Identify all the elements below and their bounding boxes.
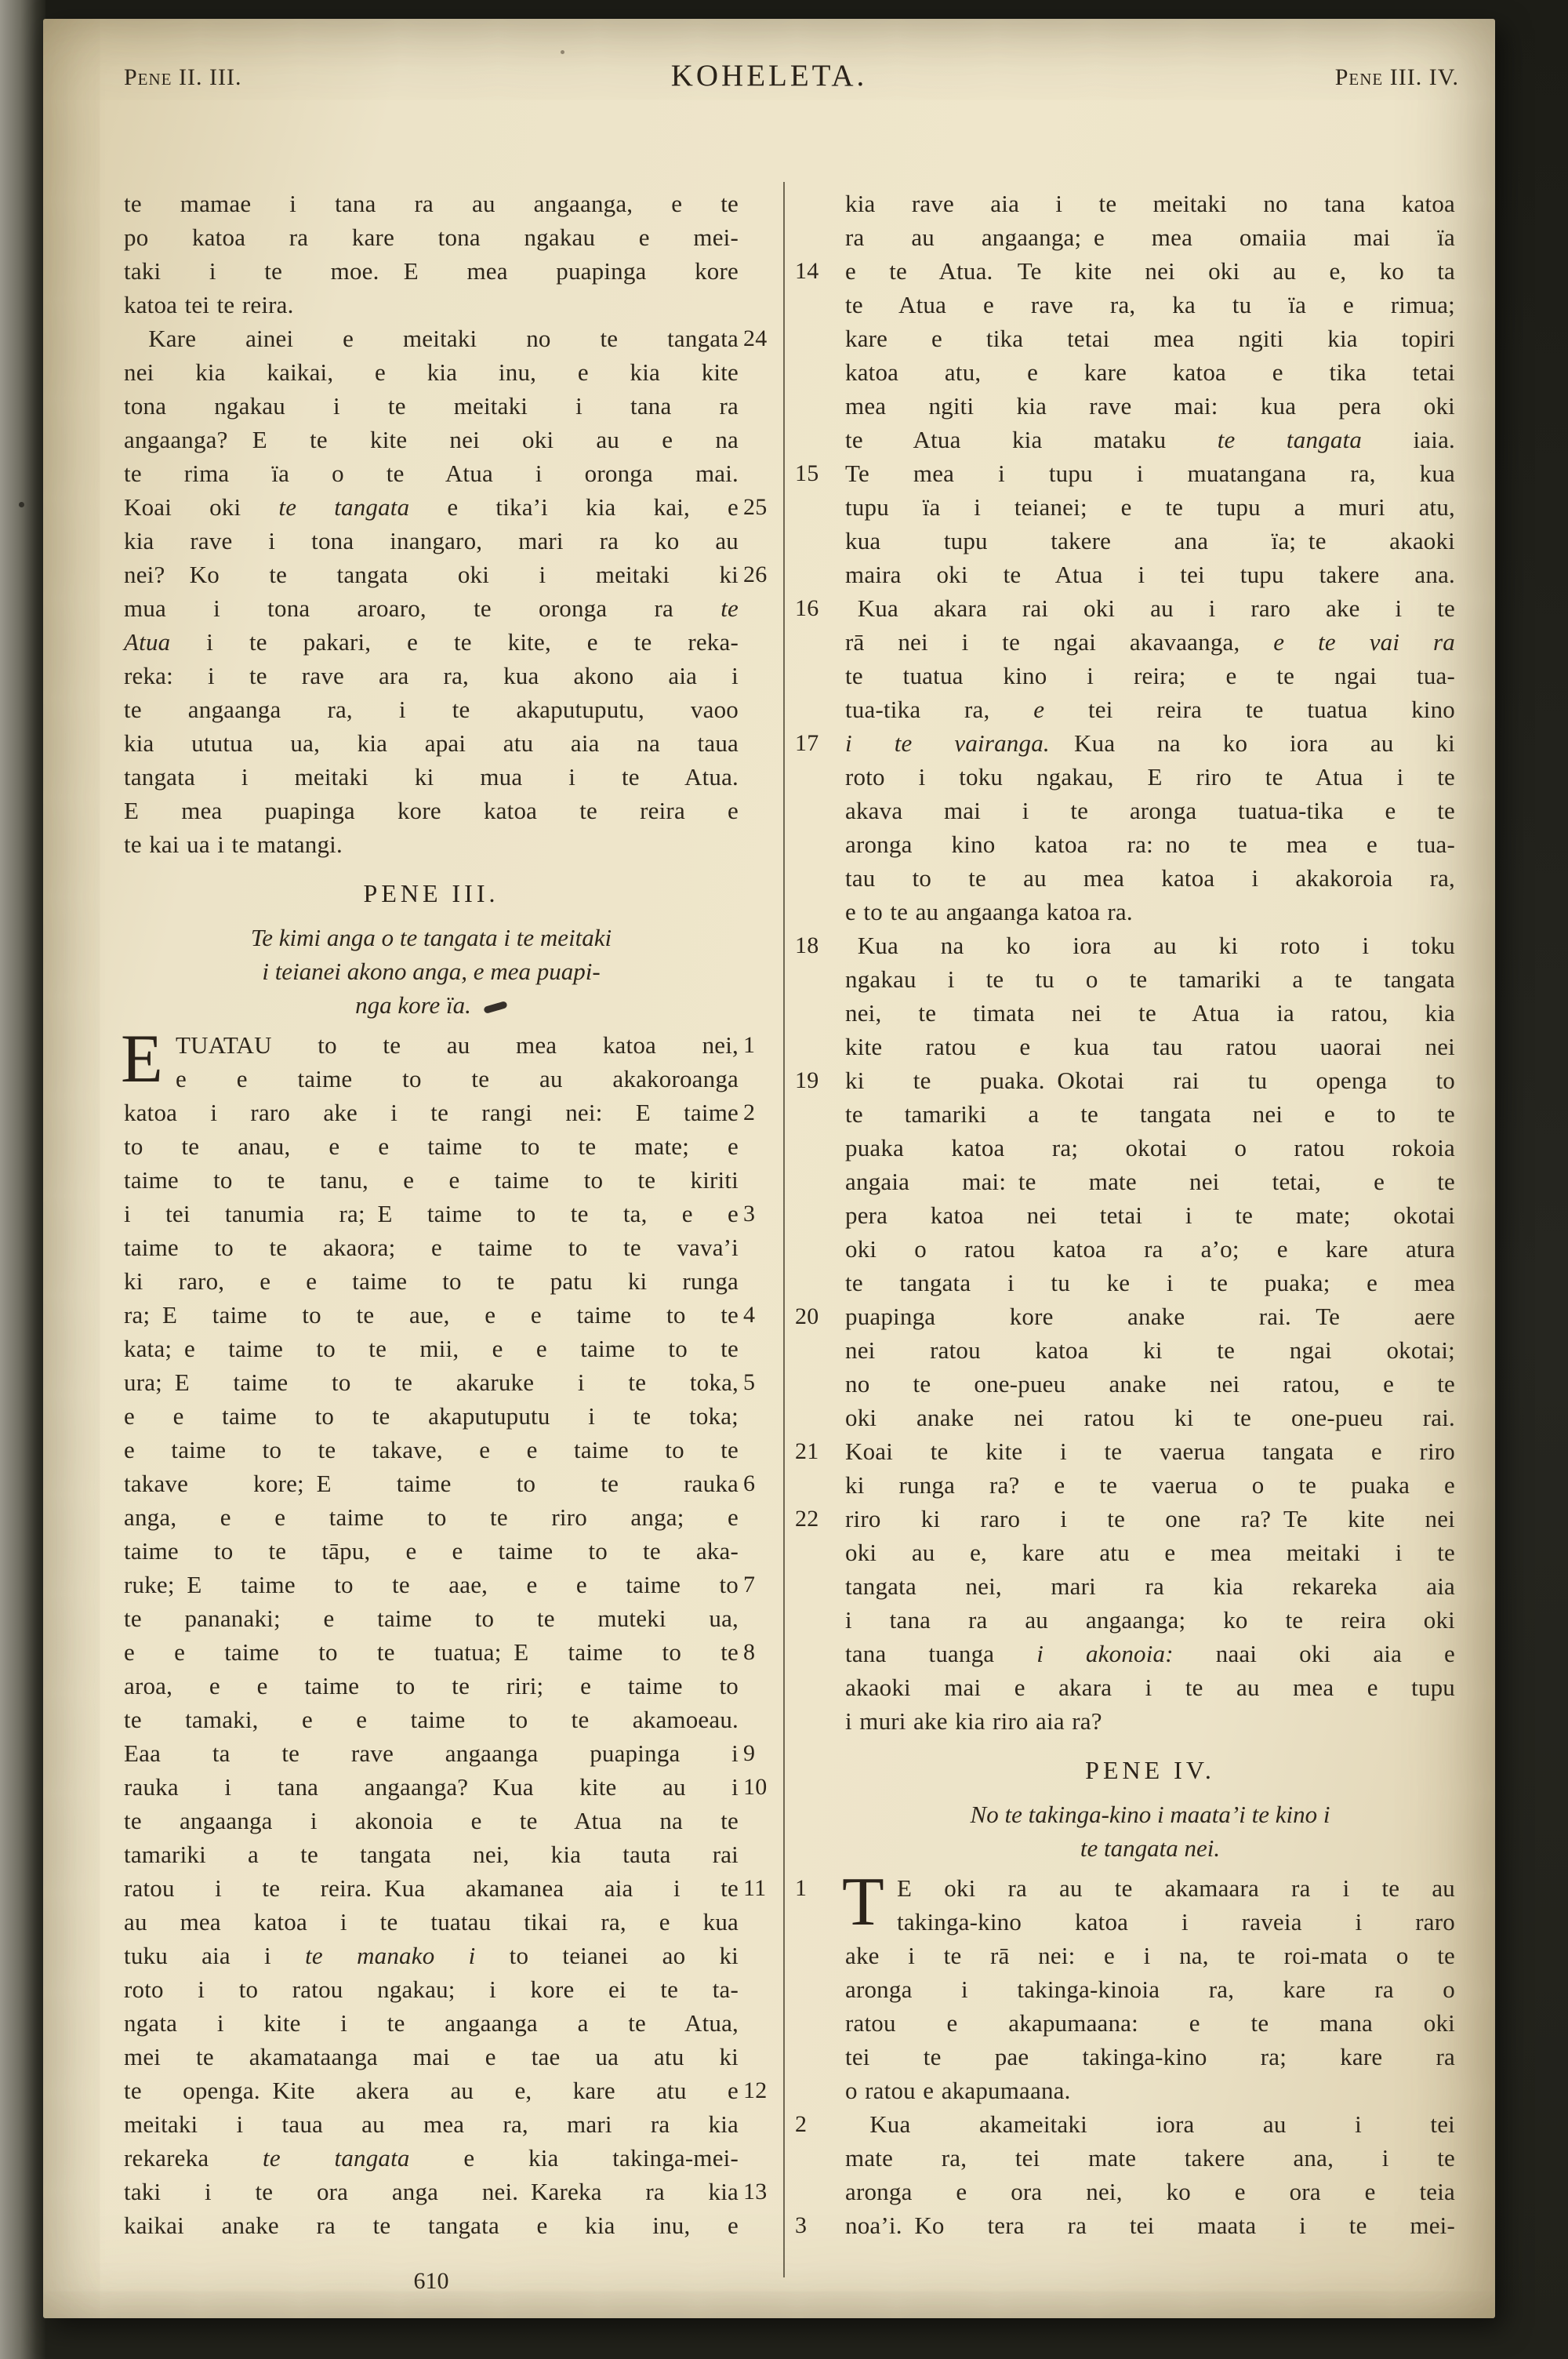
verse-number: 10 — [743, 1774, 768, 1800]
verse-number: 13 — [743, 2179, 768, 2205]
text-line: noa’i. Ko tera ra tei maata i te mei- 3 — [845, 2208, 1455, 2242]
text-line: kia rave aia i te meitaki no tana katoa — [845, 190, 1455, 217]
text-line: te angaanga ra, i te akaputuputu, vaoo — [124, 696, 739, 723]
text-line: angaia mai: te mate nei tetai, e te — [845, 1168, 1455, 1195]
text-line: Kua na ko iora au ki roto i toku 18 — [845, 929, 1455, 962]
text-line: takave kore; E taime to te rauka 6 — [124, 1467, 739, 1500]
text-line: TUATAU to te au mea katoa nei, 1 — [124, 1028, 739, 1062]
summary-line: No te takinga-kino i maata’i te kino i — [970, 1801, 1330, 1828]
text-line: roto i to ratou ngakau; i kore ei te ta- — [124, 1976, 739, 2003]
text-line: Te mea i tupu i muatangana ra, kua 15 — [845, 456, 1455, 490]
text-line: maira oki te Atua i tei tupu takere ana. — [845, 561, 1455, 588]
text-line: kaikai anake ra te tangata e kia inu, e — [124, 2212, 739, 2239]
verse-number: 15 — [795, 460, 819, 486]
text-line: tana tuanga i akonoia: naai oki aia e — [845, 1640, 1455, 1667]
text-column-left — [121, 187, 768, 2242]
text-line: ake i te rā nei: e i na, te roi-mata o te — [845, 1942, 1455, 1969]
verse-number: 9 — [743, 1740, 756, 1766]
text-line: Kua akara rai oki au i raro ake i te 16 — [845, 591, 1455, 625]
text-line: ratou i te reira. Kua akamanea aia i te 11 — [124, 1871, 739, 1905]
text-line: ki te puaka. Okotai rai tu openga to 19 — [845, 1063, 1455, 1097]
text-line: Koai te kite i te vaerua tangata e riro 21 — [845, 1434, 1455, 1468]
text-line: tei te pae takinga-kino ra; kare ra — [845, 2043, 1455, 2070]
text-line: te mamae i tana ra au angaanga, e te — [124, 190, 739, 217]
text-line: e te Atua. Te kite nei oki au e, ko ta 14 — [845, 254, 1455, 288]
verse-number: 26 — [743, 562, 768, 587]
text-line: i tana ra au angaanga; ko te reira oki — [845, 1606, 1455, 1634]
text-line: mua i tona aroaro, te oronga ra te — [124, 594, 739, 622]
text-line: te openga. Kite akera au e, kare atu e 12 — [124, 2074, 739, 2107]
text-line: kia rave i tona inangaro, mari ra ko au — [124, 527, 739, 554]
running-head-left: Pene II. III. — [124, 64, 242, 90]
text-line: nei ratou katoa ki te ngai okotai; — [845, 1336, 1455, 1364]
text-line: kua tupu takere ana ïa; te akaoki — [845, 527, 1455, 554]
verse-number: 1 — [795, 1875, 808, 1901]
text-line: Eaa ta te rave angaanga puapinga i 9 — [124, 1736, 739, 1770]
text-line: rā nei i te ngai akavaanga, e te vai ra — [845, 628, 1455, 656]
text-line: no te one-pueu anake nei ratou, e te — [845, 1370, 1455, 1398]
text-line: tupu ïa i teianei; e te tupu a muri atu, — [845, 493, 1455, 521]
text-line: tuku aia i te manako i to teianei ao ki — [124, 1942, 739, 1969]
summary-line: i teianei akono anga, e mea puapi- — [262, 958, 601, 985]
text-line: kata; e taime to te mii, e e taime to te — [124, 1335, 739, 1362]
text-line: tau to te au mea katoa i akakoroia ra, — [845, 864, 1455, 892]
text-line: e taime to te takave, e e taime to te — [124, 1436, 739, 1463]
drop-cap: T — [842, 1864, 884, 1940]
text-line: mei te akamataanga mai e tae ua atu ki — [124, 2043, 739, 2070]
scan-speck — [561, 50, 564, 54]
verse-number: 2 — [795, 2111, 808, 2137]
verse-number: 14 — [795, 258, 819, 284]
text-line: mate ra, tei mate takere ana, i te — [845, 2144, 1455, 2172]
text-line: ratou e akapumaana: e te mana oki — [845, 2009, 1455, 2037]
text-line: akava mai i te aronga tuatua-tika e te — [845, 797, 1455, 824]
chapter-summary — [845, 1797, 1455, 1865]
verse-number: 17 — [795, 730, 819, 756]
text-line: ki raro, e e taime to te patu ki runga — [124, 1267, 739, 1295]
summary-line: te tangata nei. — [1080, 1834, 1221, 1862]
ornament-mark — [483, 1001, 507, 1014]
text-line: oki au e, kare atu e mea meitaki i te — [845, 1539, 1455, 1566]
text-line: kite ratou e kua tau ratou uaorai nei — [845, 1033, 1455, 1060]
text-line: tangata i meitaki ki mua i te Atua. — [124, 763, 739, 791]
verse-number: 3 — [743, 1201, 756, 1227]
text-line: ngata i kite i te angaanga a te Atua, — [124, 2009, 739, 2037]
text-line: e e taime to te tuatua; E taime to te 8 — [124, 1635, 739, 1669]
paragraph-block — [795, 1864, 1455, 2242]
text-line: taki i te moe. E mea puapinga kore — [124, 257, 739, 285]
drop-cap: E — [121, 1021, 163, 1097]
text-line: riro ki raro i te one ra? Te kite nei 22 — [845, 1502, 1455, 1536]
verse-number: 18 — [795, 932, 819, 958]
text-line: E mea puapinga kore katoa te reira e — [124, 797, 739, 824]
text-line: tona ngakau i te meitaki i tana ra — [124, 392, 739, 420]
text-line: rauka i tana angaanga? Kua kite au i 10 — [124, 1770, 739, 1804]
text-line: Koai oki te tangata e tika’i kia kai, e 25 — [124, 490, 739, 524]
verse-number: 7 — [743, 1572, 756, 1598]
verse-number: 5 — [743, 1369, 756, 1395]
chapter-summary — [124, 921, 739, 1022]
verse-number: 20 — [795, 1303, 819, 1329]
page-number: 610 — [413, 2268, 449, 2294]
chapter-heading: PENE IV. — [1085, 1756, 1215, 1784]
text-line: aronga i takinga-kinoia ra, kare ra o — [845, 1976, 1455, 2003]
verse-number: 4 — [743, 1302, 756, 1328]
text-line: po katoa ra kare tona ngakau e mei- — [124, 224, 739, 251]
summary-line: nga kore ïa. — [124, 988, 739, 1022]
text-line: akaoki mai e akara i te au mea e tupu — [845, 1674, 1455, 1701]
text-line: meitaki i taua au mea ra, mari ra kia — [124, 2110, 739, 2138]
text-line: pera katoa nei tetai i te mate; okotai — [845, 1201, 1455, 1229]
text-line: e to te au angaanga katoa ra. — [845, 898, 1133, 925]
text-line: takinga-kino katoa i raveia i raro — [897, 1908, 1455, 1936]
text-line: taki i te ora anga nei. Kareka ra kia 13 — [124, 2175, 739, 2208]
running-head-title: KOHELETA. — [670, 59, 868, 93]
verse-number: 6 — [743, 1470, 756, 1496]
verse-number: 11 — [743, 1875, 767, 1901]
text-line: puapinga kore anake rai. Te aere 20 — [845, 1299, 1455, 1333]
text-line: aroa, e e taime to te riri; e taime to — [124, 1672, 739, 1699]
text-line: kia ututua ua, kia apai atu aia na taua — [124, 729, 739, 757]
text-line: rekareka te tangata e kia takinga-mei- — [124, 2144, 739, 2172]
text-line: katoa tei te reira. — [124, 291, 294, 318]
verse-number: 21 — [795, 1438, 819, 1464]
text-line: ngakau i te tu o te tamariki a te tangata — [845, 965, 1455, 993]
verse-number: 16 — [795, 595, 819, 621]
scan-speck — [19, 502, 24, 507]
text-line: puaka katoa ra; okotai o ratou rokoia — [845, 1134, 1455, 1161]
text-line: te Atua kia mataku te tangata iaia. — [845, 426, 1455, 453]
text-column-right — [795, 187, 1455, 2242]
text-line: aronga e ora nei, ko e ora e teia — [845, 2178, 1455, 2205]
text-line: taime to te akaora; e taime to te vava’i — [124, 1234, 739, 1261]
text-line: e e taime to te au akakoroanga — [176, 1065, 739, 1092]
text-line: aronga kino katoa ra: no te mea e tua- — [845, 831, 1455, 858]
verse-number: 22 — [795, 1506, 819, 1532]
text-line: reka: i te rave ara ra, kua akono aia i — [124, 662, 739, 689]
text-line: tua-tika ra, e tei reira te tuatua kino — [845, 696, 1455, 723]
verse-number: 1 — [743, 1032, 756, 1058]
text-line: ki runga ra? e te vaerua o te puaka e — [845, 1471, 1455, 1499]
text-line: tangata nei, mari ra kia rekareka aia — [845, 1572, 1455, 1600]
text-line: angaanga? E te kite nei oki au e na — [124, 426, 739, 453]
verse-number: 25 — [743, 494, 768, 520]
text-line: oki anake nei ratou ki te one-pueu rai. — [845, 1404, 1455, 1431]
text-line: te pananaki; e taime to te muteki ua, — [124, 1605, 739, 1632]
text-line: te tamaki, e e taime to te akamoeau. — [124, 1706, 739, 1733]
text-line: to te anau, e e taime to te mate; e — [124, 1132, 739, 1160]
text-line: te tamariki a te tangata nei e to te — [845, 1100, 1455, 1128]
text-line: te rima ïa o te Atua i oronga mai. — [124, 460, 739, 487]
text-line: anga, e e taime to te riro anga; e — [124, 1503, 739, 1531]
text-line: katoa atu, e kare katoa e tika tetai — [845, 358, 1455, 386]
text-line: i te vairanga. Kua na ko iora au ki 17 — [845, 726, 1455, 760]
text-line: Atua i te pakari, e te kite, e te reka- — [124, 628, 739, 656]
paragraph-block — [124, 187, 739, 322]
text-line: taime to te tāpu, e e taime to te aka- — [124, 1537, 739, 1565]
text-line: ura; E taime to te akaruke i te toka, 5 — [124, 1365, 739, 1399]
verse-number: 2 — [743, 1100, 756, 1125]
text-line: au mea katoa i te tuatau tikai ra, e kua — [124, 1908, 739, 1936]
text-line: tamariki a te tangata nei, kia tauta rai — [124, 1841, 739, 1868]
text-line: e e taime to te akaputuputu i te toka; — [124, 1402, 739, 1430]
text-line: nei? Ko te tangata oki i meitaki ki 26 — [124, 558, 739, 591]
chapter-heading: PENE III. — [363, 879, 499, 907]
text-line: ra; E taime to te aue, e e taime to te 4 — [124, 1298, 739, 1332]
text-line: roto i toku ngakau, E riro te Atua i te — [845, 763, 1455, 791]
text-line: oki o ratou katoa ra a’o; e kare atura — [845, 1235, 1455, 1263]
book-edge-shadow — [0, 0, 45, 2359]
text-line: E oki ra au te akamaara ra i te au 1 — [845, 1871, 1455, 1905]
paragraph-block — [795, 187, 1455, 1738]
text-line: o ratou e akapumaana. — [845, 2077, 1071, 2104]
text-line: ruke; E taime to te aae, e e taime to 7 — [124, 1568, 739, 1601]
text-line: i muri ake kia riro aia ra? — [845, 1707, 1102, 1735]
paragraph-block — [124, 322, 768, 861]
text-line: ra au angaanga; e mea omaiia mai ïa — [845, 224, 1455, 251]
text-line: te kai ua i te matangi. — [124, 831, 343, 858]
text-line: taime to te tanu, e e taime to te kiriti — [124, 1166, 739, 1194]
text-line: nei kia kaikai, e kia inu, e kia kite — [124, 358, 739, 386]
text-line: te tangata i tu ke i te puaka; e mea — [845, 1269, 1455, 1296]
text-line: katoa i raro ake i te rangi nei: E taime 2 — [124, 1096, 739, 1129]
book-page — [43, 19, 1495, 2318]
paragraph-block — [121, 1021, 768, 2242]
text-line: te Atua e rave ra, ka tu ïa e rimua; — [845, 291, 1455, 318]
text-line: Kua akameitaki iora au i tei 2 — [845, 2107, 1455, 2141]
verse-number: 12 — [743, 2077, 768, 2103]
text-line: te angaanga i akonoia e te Atua na te — [124, 1807, 739, 1834]
text-line: te tuatua kino i reira; e te ngai tua- — [845, 662, 1455, 689]
text-line: mea ngiti kia rave mai: kua pera oki — [845, 392, 1455, 420]
text-line: i tei tanumia ra; E taime to te ta, e e 3 — [124, 1197, 739, 1230]
text-line: kare e tika tetai mea ngiti kia topiri — [845, 325, 1455, 352]
verse-number: 19 — [795, 1067, 819, 1093]
text-line: Kare ainei e meitaki no te tangata 24 — [124, 322, 739, 355]
text-line: nei, te timata nei te Atua ia ratou, kia — [845, 999, 1455, 1027]
running-head-right: Pene III. IV. — [1334, 64, 1459, 90]
verse-number: 24 — [743, 325, 768, 351]
verse-number: 8 — [743, 1639, 756, 1665]
verse-number: 3 — [795, 2212, 808, 2238]
summary-line: Te kimi anga o te tangata i te meitaki — [250, 924, 612, 951]
